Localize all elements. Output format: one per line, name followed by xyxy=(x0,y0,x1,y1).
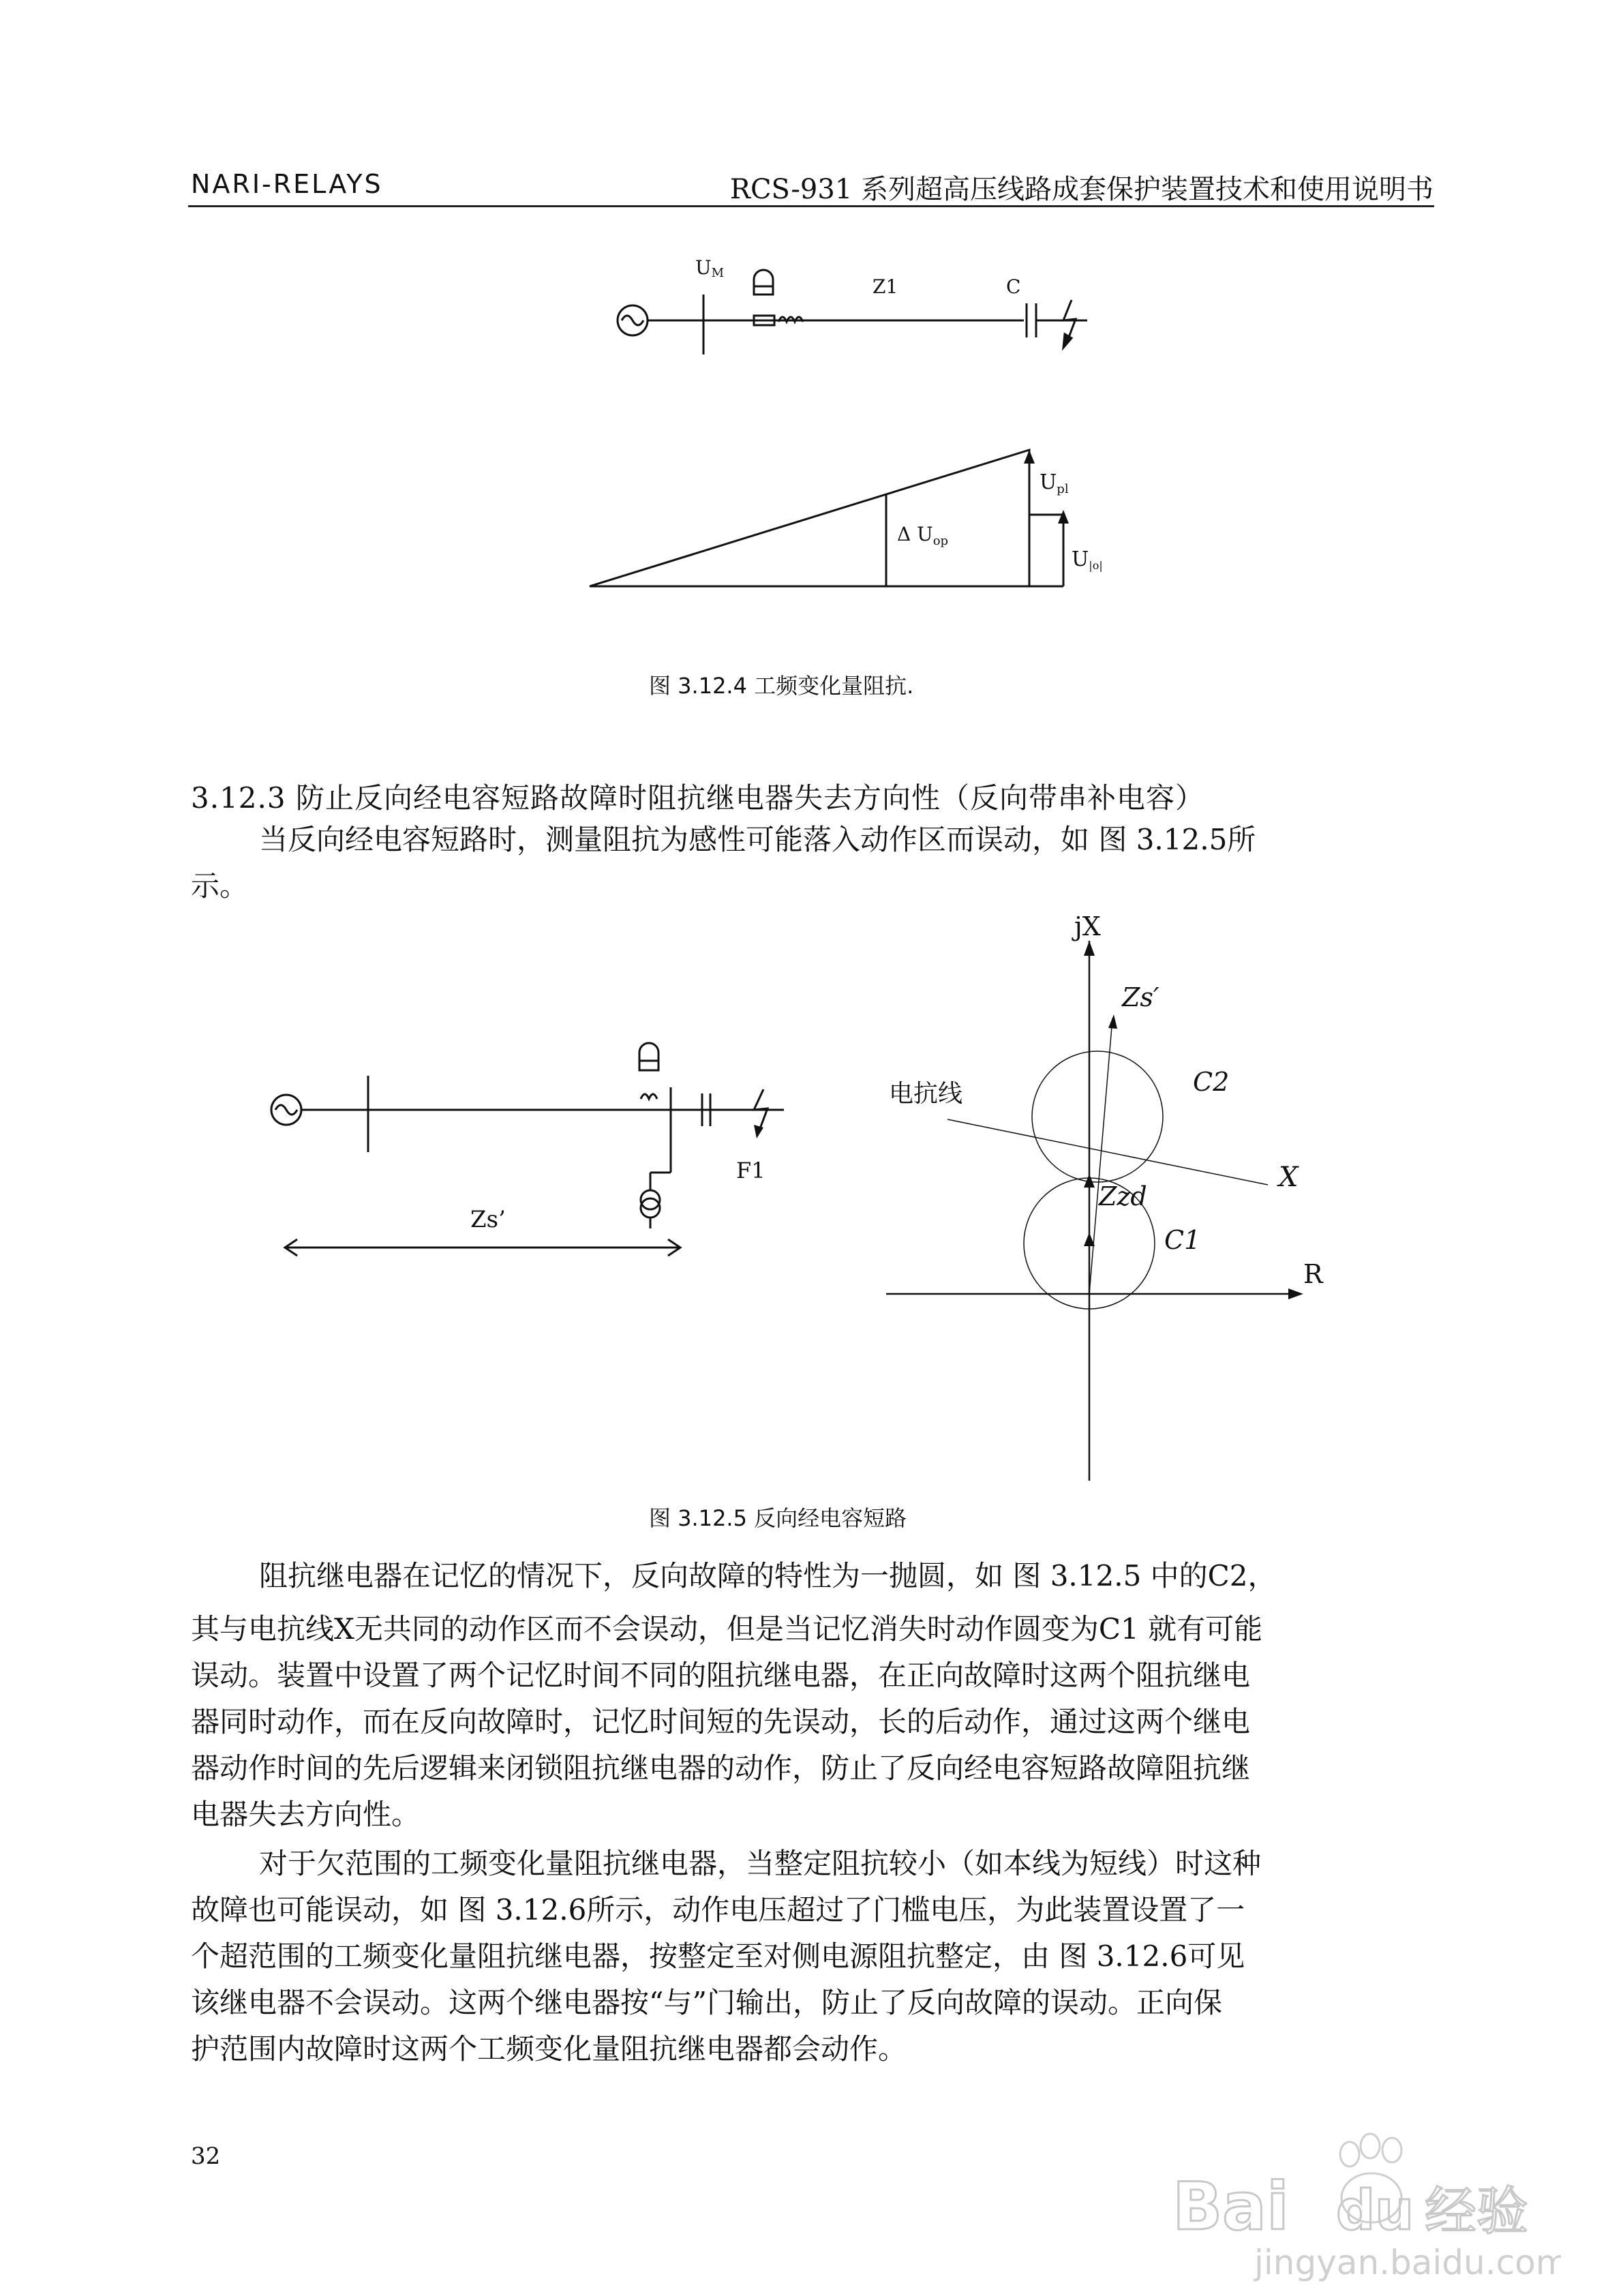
label-uo: U|o| xyxy=(1072,547,1103,572)
label-zs-left: Zs’ xyxy=(470,1206,506,1233)
zzd-arrowhead-2 xyxy=(1084,1233,1095,1246)
relay-symbol xyxy=(754,270,773,294)
figure-3-12-4-diagram xyxy=(586,245,1132,641)
header-document-title: RCS-931 系列超高压线路成套保护装置技术和使用说明书 xyxy=(729,174,1434,205)
label-c: C xyxy=(1006,275,1021,298)
paw-toe-1 xyxy=(1340,2142,1359,2166)
relay-symbol xyxy=(639,1043,658,1070)
label-r: R xyxy=(1303,1259,1323,1289)
r-arrowhead xyxy=(1288,1288,1303,1299)
fault-arrow xyxy=(754,1125,763,1138)
label-reactance-line: 电抗线 xyxy=(889,1080,963,1108)
vector-zs xyxy=(1089,1018,1112,1294)
label-jx: jX xyxy=(1074,911,1101,941)
label-f1: F1 xyxy=(736,1158,765,1183)
header-rule xyxy=(188,205,1434,207)
label-um: UM xyxy=(695,256,725,280)
jx-arrowhead xyxy=(1084,941,1095,956)
paragraph-1-line-2: 示。 xyxy=(191,869,249,903)
figure-3-12-4 xyxy=(586,245,1132,641)
section-heading: 3.12.3 防止反向经电容短路故障时阻抗继电器失去方向性（反向带串补电容） xyxy=(191,781,1204,815)
watermark-jingyan: 经验 xyxy=(1425,2181,1528,2241)
label-upl: $U_{pl}$ xyxy=(1040,470,1069,496)
paragraph-2-line-3: 误动。装置中设置了两个记忆时间不同的阻抗继电器，在正向故障时这两个阻抗继电 xyxy=(191,1659,1251,1692)
figure-3-12-5-caption: 图 3.12.5 反向经电容短路 xyxy=(649,1505,907,1531)
paragraph-3-line-5: 护范围内故障时这两个工频变化量阻抗继电器都会动作。 xyxy=(191,2032,907,2066)
figure-3-12-4-caption: 图 3.12.4 工频变化量阻抗. xyxy=(649,673,914,699)
paragraph-3-line-3: 个超范围的工频变化量阻抗继电器，按整定至对侧电源阻抗整定，由 图 3.12.6可见 xyxy=(191,1939,1245,1973)
label-z1: Z1 xyxy=(873,275,898,298)
label-zzd: Zzd xyxy=(1099,1181,1147,1211)
watermark-bai: Bai xyxy=(1172,2169,1289,2245)
baidu-watermark xyxy=(1152,2127,1561,2284)
coil-symbol xyxy=(641,1094,657,1099)
page-number: 32 xyxy=(191,2143,221,2170)
paragraph-3-line-2: 故障也可能误动，如 图 3.12.6所示，动作电压超过了门槛电压，为此装置设置了一 xyxy=(191,1893,1245,1927)
figure-3-12-5-line-diagram xyxy=(259,1023,804,1282)
paragraph-3-line-4: 该继电器不会误动。这两个继电器按“与”门输出，防止了反向故障的误动。正向保 xyxy=(191,1986,1222,2019)
source-wave xyxy=(622,316,643,325)
paragraph-1-line-1: 当反向经电容短路时，测量阻抗为感性可能落入动作区而误动，如 图 3.12.5所 xyxy=(259,823,1256,856)
paragraph-2-line-4: 器同时动作，而在反向故障时，记忆时间短的先误动，长的后动作，通过这两个继电 xyxy=(191,1705,1251,1738)
watermark-url: jingyan.baidu.com xyxy=(1254,2243,1561,2282)
paw-toe-2 xyxy=(1361,2134,1380,2158)
circle-c2 xyxy=(1032,1051,1163,1182)
label-duop: Δ $U_{op}$ xyxy=(897,523,949,548)
watermark-du: du xyxy=(1336,2179,1414,2242)
paw-toe-3 xyxy=(1382,2138,1401,2162)
paragraph-2-line-6: 电器失去方向性。 xyxy=(191,1798,421,1831)
header-brand: NARI-RELAYS xyxy=(191,169,383,199)
label-x: X xyxy=(1279,1162,1299,1193)
zs-arrowhead xyxy=(1108,1014,1117,1029)
paragraph-2-line-2: 其与电抗线X无共同的动作区而不会误动，但是当记忆消失时动作圆变为C1 就有可能 xyxy=(191,1612,1263,1646)
label-c1: C1 xyxy=(1164,1225,1201,1255)
paragraph-2-line-5: 器动作时间的先后逻辑来闭锁阻抗继电器的动作，防止了反向经电容短路故障阻抗继 xyxy=(191,1751,1251,1785)
label-zs-right: Zs′ xyxy=(1122,982,1159,1012)
paragraph-3-line-1: 对于欠范围的工频变化量阻抗继电器，当整定阻抗较小（如本线为短线）时这种 xyxy=(259,1847,1262,1880)
label-c2: C2 xyxy=(1193,1067,1230,1097)
reactance-line xyxy=(947,1119,1268,1185)
source-wave xyxy=(275,1105,297,1115)
figure-3-12-5-impedance-plane xyxy=(845,900,1404,1486)
paragraph-2-line-1: 阻抗继电器在记忆的情况下，反向故障的特性为一抛圆，如 图 3.12.5 中的C2， xyxy=(259,1559,1277,1592)
